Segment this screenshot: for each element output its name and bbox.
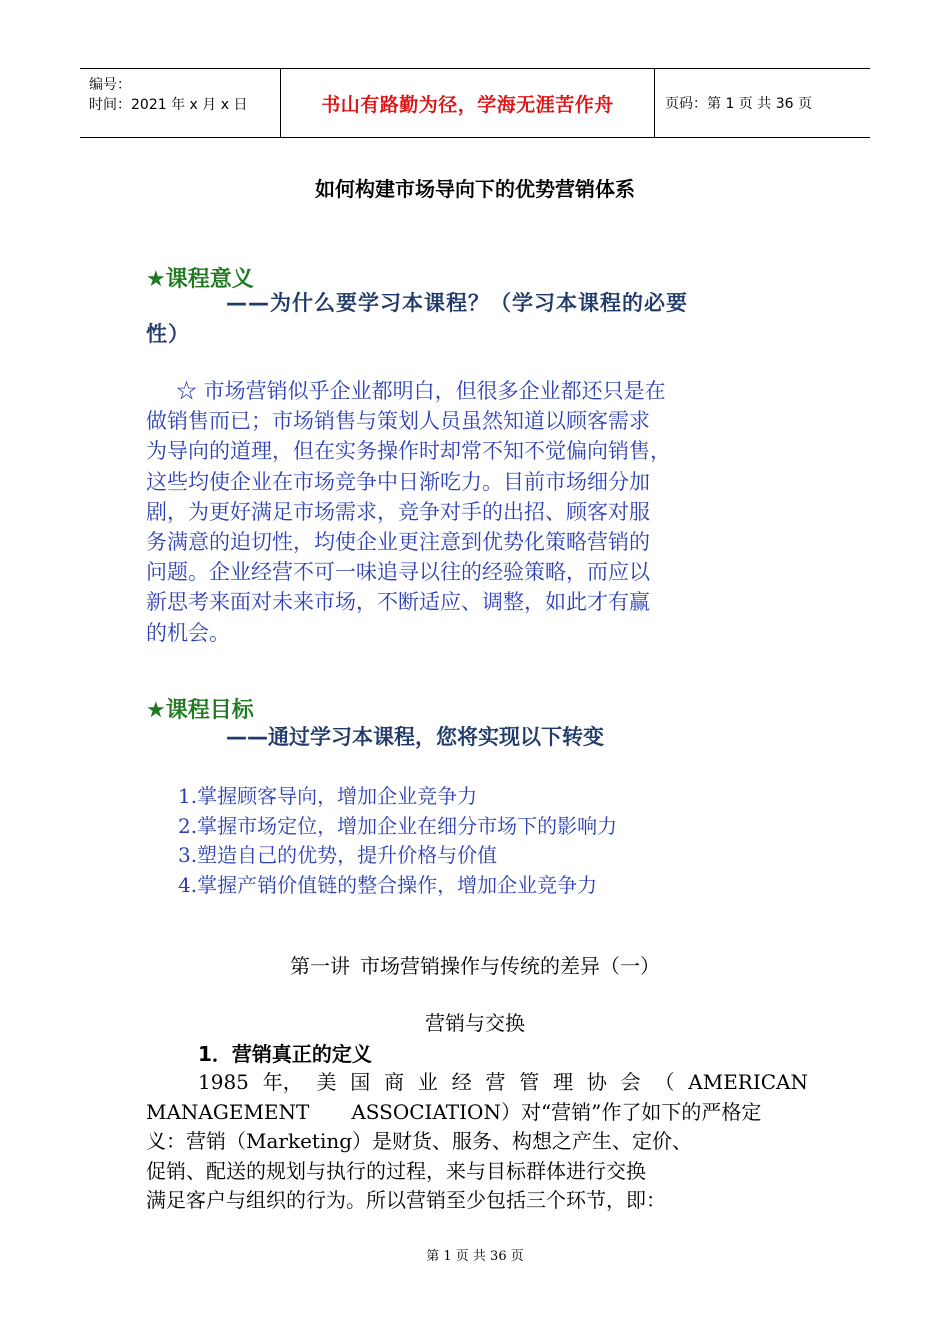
- definition-heading: 1．营销真正的定义: [198, 1042, 372, 1066]
- definition-line-1: [146, 1068, 808, 1098]
- serial-label: 编号：: [89, 77, 131, 93]
- definition-paragraph: [146, 1068, 808, 1216]
- paragraph-line: 的机会。: [146, 620, 230, 645]
- section-subtitle-goals: ——通过学习本课程，您将实现以下转变: [226, 725, 604, 749]
- header-motto-cell: [280, 69, 655, 137]
- word: 协: [586, 1070, 607, 1094]
- lecture-subtitle: 营销与交换: [425, 1011, 525, 1035]
- word: AMERICAN: [688, 1070, 808, 1094]
- section-heading-significance: ★课程意义: [146, 267, 254, 292]
- definition-line: 促销、配送的规划与执行的过程，来与目标群体进行交换: [146, 1158, 646, 1183]
- word: MANAGEMENT: [146, 1099, 310, 1124]
- word: 年，: [262, 1070, 303, 1094]
- word: 美: [316, 1070, 337, 1094]
- section-subtitle-significance: [146, 288, 826, 350]
- goal-item: 3.塑造自己的优势，提升价格与价值: [178, 843, 498, 867]
- word: 业: [417, 1070, 438, 1094]
- lecture-title: 市场营销操作与传统的差异（一）: [360, 954, 660, 978]
- definition-line: 满足客户与组织的行为。所以营销至少包括三个环节，即：: [146, 1188, 666, 1212]
- word: 1985: [198, 1070, 249, 1094]
- document-header: [80, 68, 870, 138]
- paragraph-line: 剧，为更好满足市场需求，竞争对手的出招、顾客对服: [146, 499, 650, 524]
- word: 经: [451, 1070, 472, 1094]
- page-info: 页码：第 1 页 共 36 页: [665, 96, 812, 112]
- word: （: [654, 1070, 675, 1094]
- paragraph-line: ☆ 市场营销似乎企业都明白，但很多企业都还只是在: [176, 379, 666, 403]
- header-page-cell: [655, 69, 870, 137]
- word: 会: [620, 1070, 641, 1094]
- lecture-heading: [0, 950, 950, 979]
- goal-item: 4.掌握产销价值链的整合操作，增加企业竞争力: [178, 872, 598, 897]
- document-title: 如何构建市场导向下的优势营销体系: [315, 177, 635, 201]
- word: 商: [384, 1070, 405, 1094]
- word: 营: [485, 1070, 506, 1094]
- word: 管: [519, 1070, 540, 1094]
- word: 理: [553, 1070, 574, 1094]
- goal-item: 2.掌握市场定位，增加企业在细分市场下的影响力: [178, 813, 618, 838]
- subtitle-line-1: ——为什么要学习本课程？（学习本课程的必要: [226, 291, 688, 315]
- word: ASSOCIATION）对“营销”作了如下的严格定: [351, 1099, 762, 1124]
- goal-item: 1.掌握顾客导向，增加企业竞争力: [178, 784, 478, 808]
- definition-line-2: [146, 1098, 808, 1128]
- section-heading-goals: ★课程目标: [146, 698, 254, 723]
- paragraph-line: 这些均使企业在市场竞争中日渐吃力。目前市场细分加: [146, 469, 650, 494]
- paragraph-line: 务满意的迫切性，均使企业更注意到优势化策略营销的: [146, 530, 650, 555]
- date-label: 时间：2021 年 x 月 x 日: [89, 97, 248, 113]
- paragraph-line: 做销售而已；市场销售与策划人员虽然知道以顾客需求: [146, 409, 650, 434]
- paragraph-line: 为导向的道理，但在实务操作时却常不知不觉偏向销售，: [146, 439, 671, 464]
- paragraph-line: 问题。企业经营不可一味追寻以往的经验策略，而应以: [146, 560, 650, 585]
- subtitle-line-2: 性）: [146, 322, 190, 346]
- paragraph-line: 新思考来面对未来市场，不断适应、调整，如此才有赢: [146, 590, 650, 615]
- goals-list: [178, 782, 617, 900]
- motto-text: 书山有路勤为径，学海无涯苦作舟: [321, 93, 614, 116]
- significance-paragraph: [146, 376, 786, 648]
- header-meta-cell: [80, 69, 280, 137]
- word: 国: [350, 1070, 371, 1094]
- lecture-label: 第一讲: [290, 954, 350, 978]
- page-footer: 第 1 页 共 36 页: [426, 1249, 524, 1264]
- definition-line: 义：营销（Marketing）是财货、服务、构想之产生、定价、: [146, 1129, 693, 1153]
